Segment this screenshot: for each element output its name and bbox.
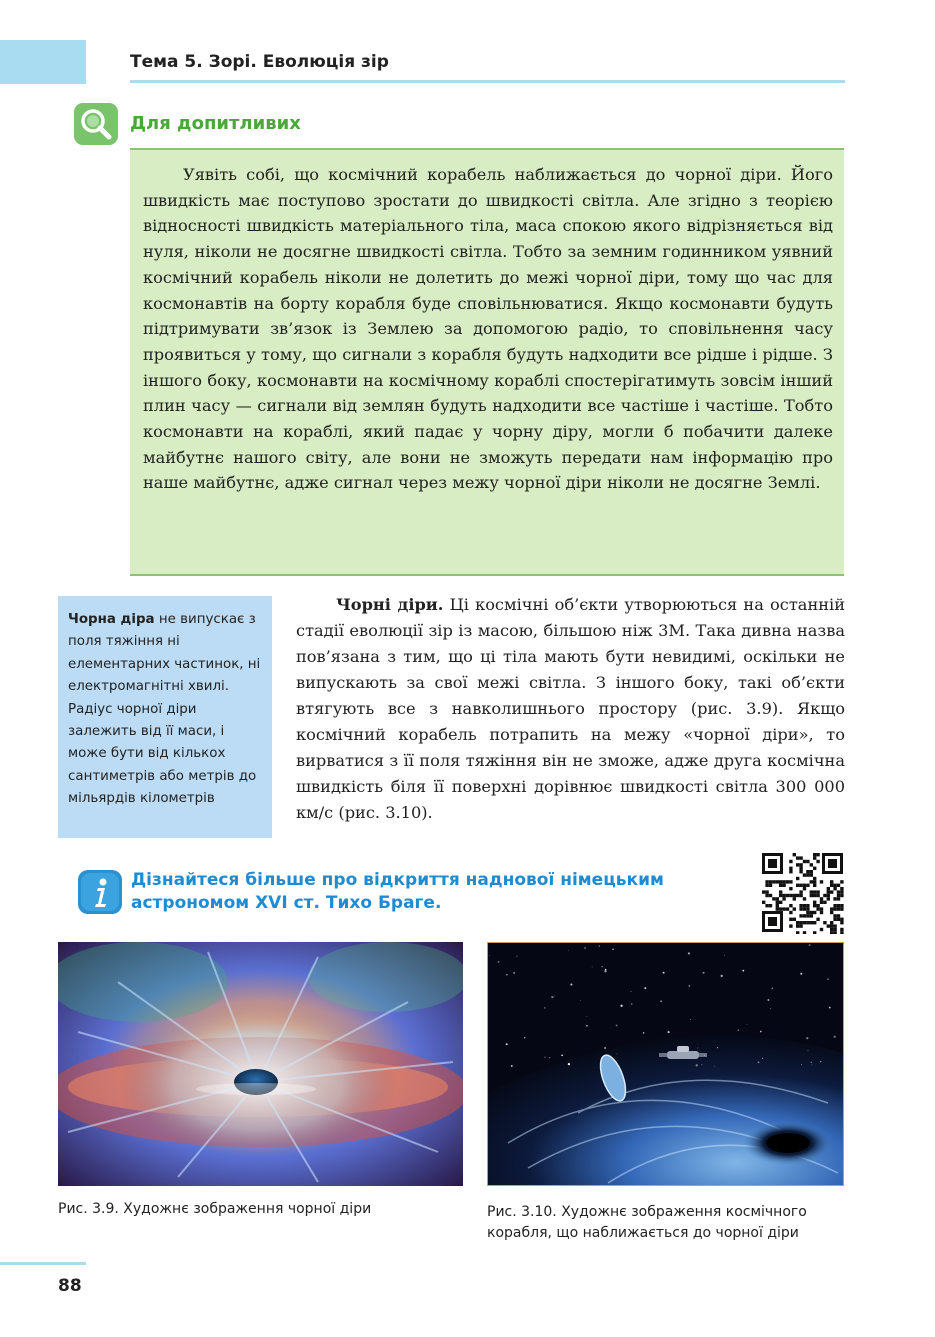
main-body: Ці космічні об’єкти утворюються на останній стадії еволюції зір із масою, більшою ніж 3M. Така дивна назва пов’язана з тим, що ці тіла мають бути невидимі, оскільки не випускають за свої межі світла. З іншого боку, такі об’єкти втягують все з навколишнього простору (рис. 3.9). Якщо космічний корабель потрапить на межу «чорної діри», то вирватися з її поля тяжіння він не зможе, адже друга космічна швидкість біля її поверхні дорівнює швидкості світла 300 000 км/с (рис. 3.10). (296, 595, 845, 822)
main-paragraph (296, 592, 845, 826)
page-header-title: Тема 5. Зорі. Еволюція зір (130, 52, 389, 72)
info-icon (78, 870, 122, 914)
curious-section-title: Для допитливих (130, 113, 301, 134)
figure-spaceship-image (487, 942, 844, 1186)
figure-caption-1: Рис. 3.9. Художнє зображення чорної діри (58, 1201, 372, 1217)
curious-box (130, 148, 844, 576)
header-divider (130, 80, 845, 83)
figure-caption-2: Рис. 3.10. Художнє зображення космічного корабля, що наближається до чорної діри (487, 1204, 807, 1241)
definition-text (68, 609, 262, 811)
qr-code[interactable] (760, 851, 845, 934)
curious-text: Уявіть собі, що космічний корабель наближається до чорної діри. Його швидкість має поступово зростати до швидкості світла. Але згідно з теорією відносності швидкість матеріального тіла, маса спокою якого відрізняється від нуля, ніколи не досягне швидкості світла. Тобто за земним годинником уявний космічний корабель ніколи не долетить до межі чорної діри, тому що час для космонавтів на борту корабля буде сповільнюватися. Якщо космонавти будуть підтримувати зв’язок із Землею за допомогою радіо, то сповільнення часу проявиться у тому, що сигнали з корабля будуть надходити все рідше і рідше. З іншого боку, космонавти на космічному кораблі спостерігатимуть зовсім інший плин часу — сигнали від землян будуть надходити все частіше і частіше. Тобто космонавти на кораблі, який падає у чорну діру, могли б побачити далеке майбутнє нашого світу, але вони не зможуть передати нам інформацію про наше майбутнє, адже сигнал через межу чорної діри ніколи не досягне Землі. (143, 165, 833, 493)
page-number: 88 (58, 1276, 82, 1296)
main-lead: Чорні діри. (336, 595, 444, 614)
footer-divider (0, 1262, 86, 1265)
info-text: Дізнайтеся більше про відкриття наднової німецьким астрономом XVI ст. Тихо Браге. (131, 870, 664, 913)
header-corner-block (0, 40, 86, 84)
definition-sidebar (58, 596, 272, 838)
definition-term: Чорна діра (68, 612, 155, 627)
definition-body: не випускає з поля тяжіння ні елементарних частинок, ні електромагнітні хвилі. Радіус чорної діри залежить від її маси, і може бути від кількох сантиметрів або метрів до мільярдів кілометрів (68, 612, 261, 807)
magnifier-icon (74, 103, 118, 145)
figure-black-hole-image (58, 942, 463, 1186)
